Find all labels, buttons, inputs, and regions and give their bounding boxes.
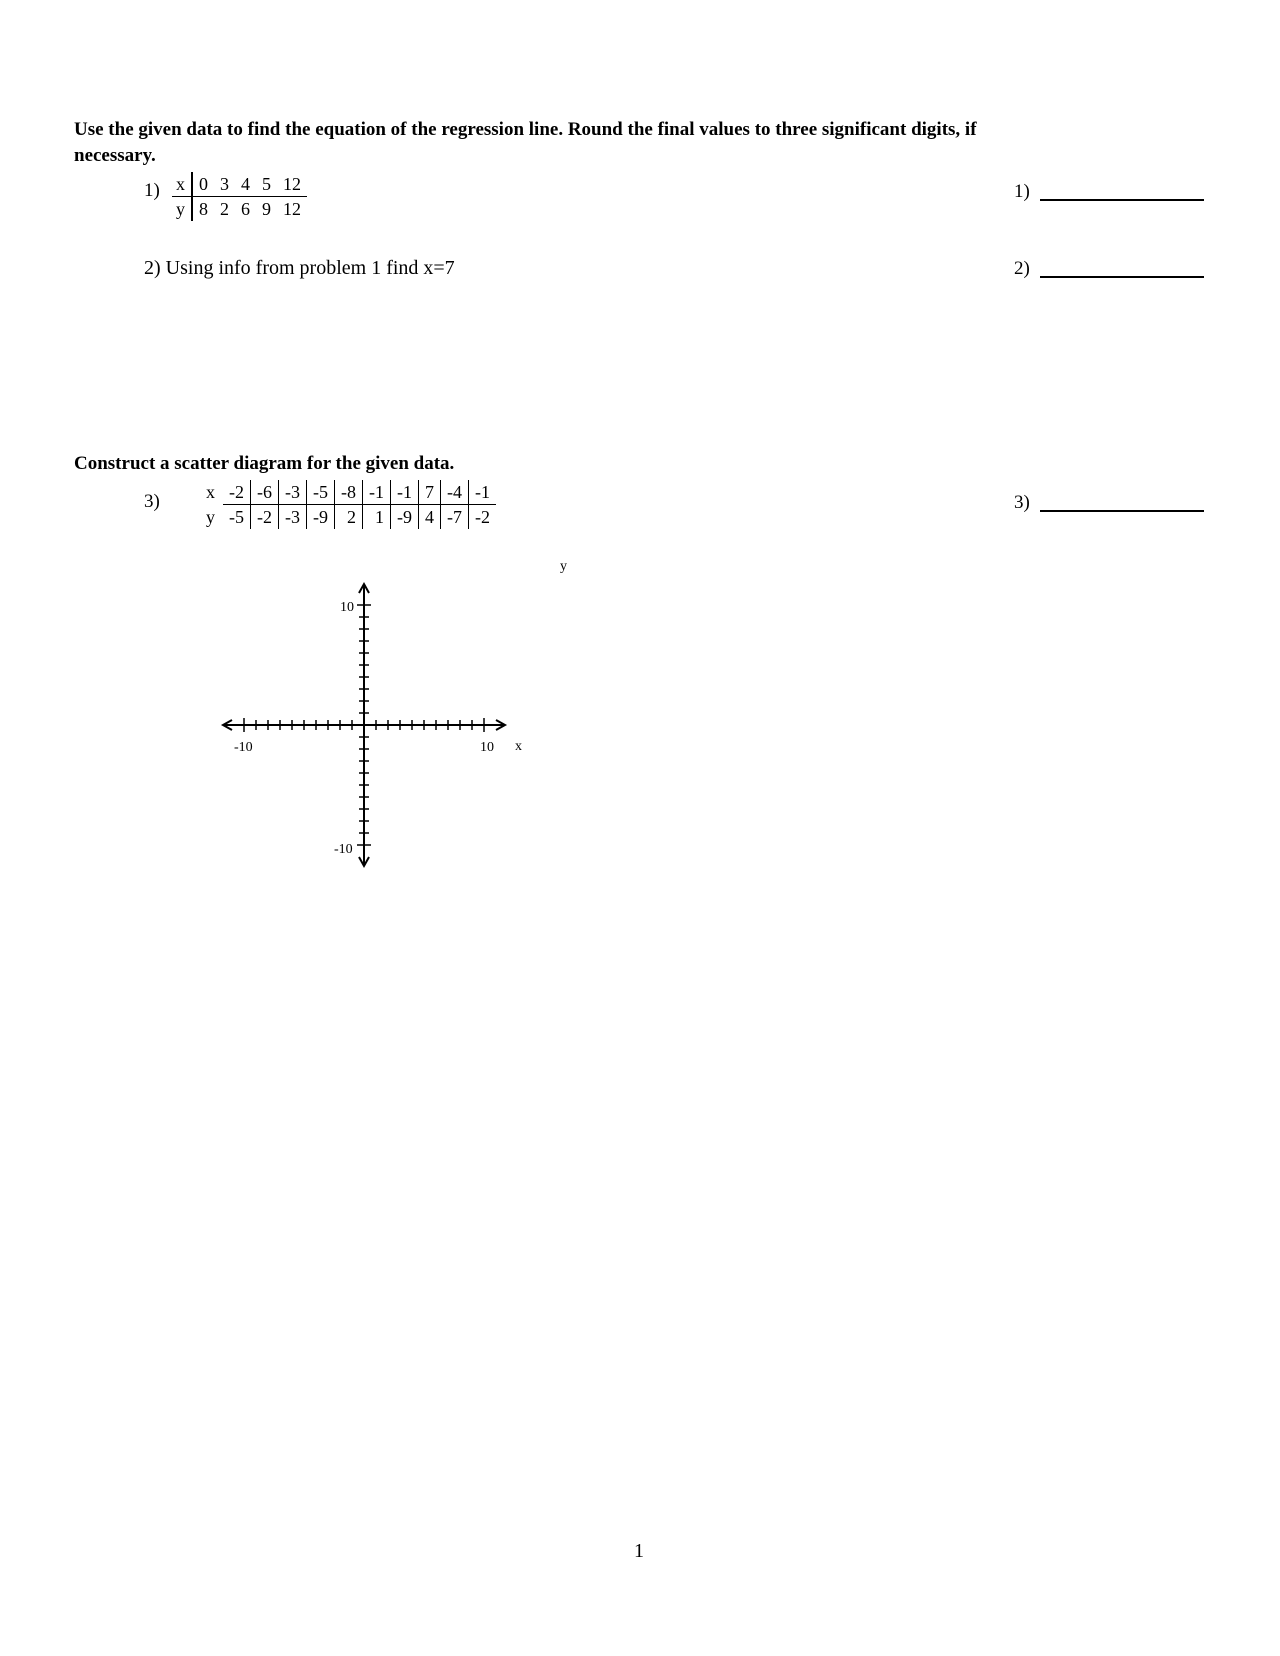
y-axis-label: y [560, 559, 567, 574]
instruction-line-1: Use the given data to find the equation of the regression line. Round the final values to three significant digits, if [74, 119, 977, 140]
table-cell: 0 [192, 172, 214, 197]
answer-2-label: 2) [1014, 258, 1030, 279]
table-row [172, 172, 307, 197]
table-cell: 12 [283, 199, 301, 219]
table-cell: 12 [277, 172, 307, 197]
table-cell: -3 [279, 480, 307, 505]
table-cell: -1 [391, 480, 419, 505]
y-min-label: -10 [334, 842, 353, 857]
table-row [206, 505, 496, 530]
table-cell: -5 [307, 480, 335, 505]
table-cell: -1 [469, 480, 497, 505]
question-2-text: 2) Using info from problem 1 find x=7 [144, 257, 455, 279]
answer-2-blank[interactable] [1040, 276, 1204, 278]
x-min-label: -10 [234, 740, 253, 755]
table-cell: -2 [469, 505, 497, 530]
table-cell: 2 [335, 505, 363, 530]
table-row [206, 480, 496, 505]
y-max-label: 10 [340, 600, 354, 615]
question-3-table [206, 480, 496, 529]
table-row [172, 197, 307, 222]
table-cell: -2 [251, 505, 279, 530]
axes [223, 584, 505, 866]
question-1-number: 1) [144, 180, 160, 201]
coordinate-grid[interactable] [190, 559, 567, 900]
table-cell: -9 [391, 505, 419, 530]
table-cell: -7 [441, 505, 469, 530]
table-cell: 5 [256, 172, 277, 197]
table-cell: 9 [262, 199, 271, 219]
table-cell: 8 [199, 199, 208, 219]
x-label: x [206, 482, 215, 503]
question-1-table [172, 172, 307, 221]
table-cell: 6 [241, 199, 250, 219]
table-cell: -8 [335, 480, 363, 505]
table-cell: -4 [441, 480, 469, 505]
x-axis-label: x [515, 739, 522, 754]
y-label: y [206, 506, 215, 527]
table-cell: -5 [229, 507, 244, 527]
page-number: 1 [634, 1540, 644, 1562]
table-cell: -3 [279, 505, 307, 530]
table-cell: 4 [235, 172, 256, 197]
table-cell: 1 [363, 505, 391, 530]
answer-3-blank[interactable] [1040, 510, 1204, 512]
table-cell: -1 [363, 480, 391, 505]
table-cell: 2 [220, 199, 229, 219]
regression-instruction [74, 117, 1134, 169]
table-cell: 3 [214, 172, 235, 197]
table-cell: -6 [251, 480, 279, 505]
x-label: x [172, 172, 192, 197]
answer-3-label: 3) [1014, 492, 1030, 513]
scatter-instruction: Construct a scatter diagram for the given data. [74, 453, 455, 474]
question-3-number: 3) [144, 491, 160, 512]
answer-1-blank[interactable] [1040, 199, 1204, 201]
answer-1-label: 1) [1014, 181, 1030, 202]
table-cell: -9 [307, 505, 335, 530]
table-cell: -2 [223, 480, 251, 505]
table-cell: 4 [419, 505, 441, 530]
instruction-line-2: necessary. [74, 145, 156, 166]
x-max-label: 10 [480, 740, 494, 755]
y-label: y [172, 197, 192, 222]
table-cell: 7 [419, 480, 441, 505]
